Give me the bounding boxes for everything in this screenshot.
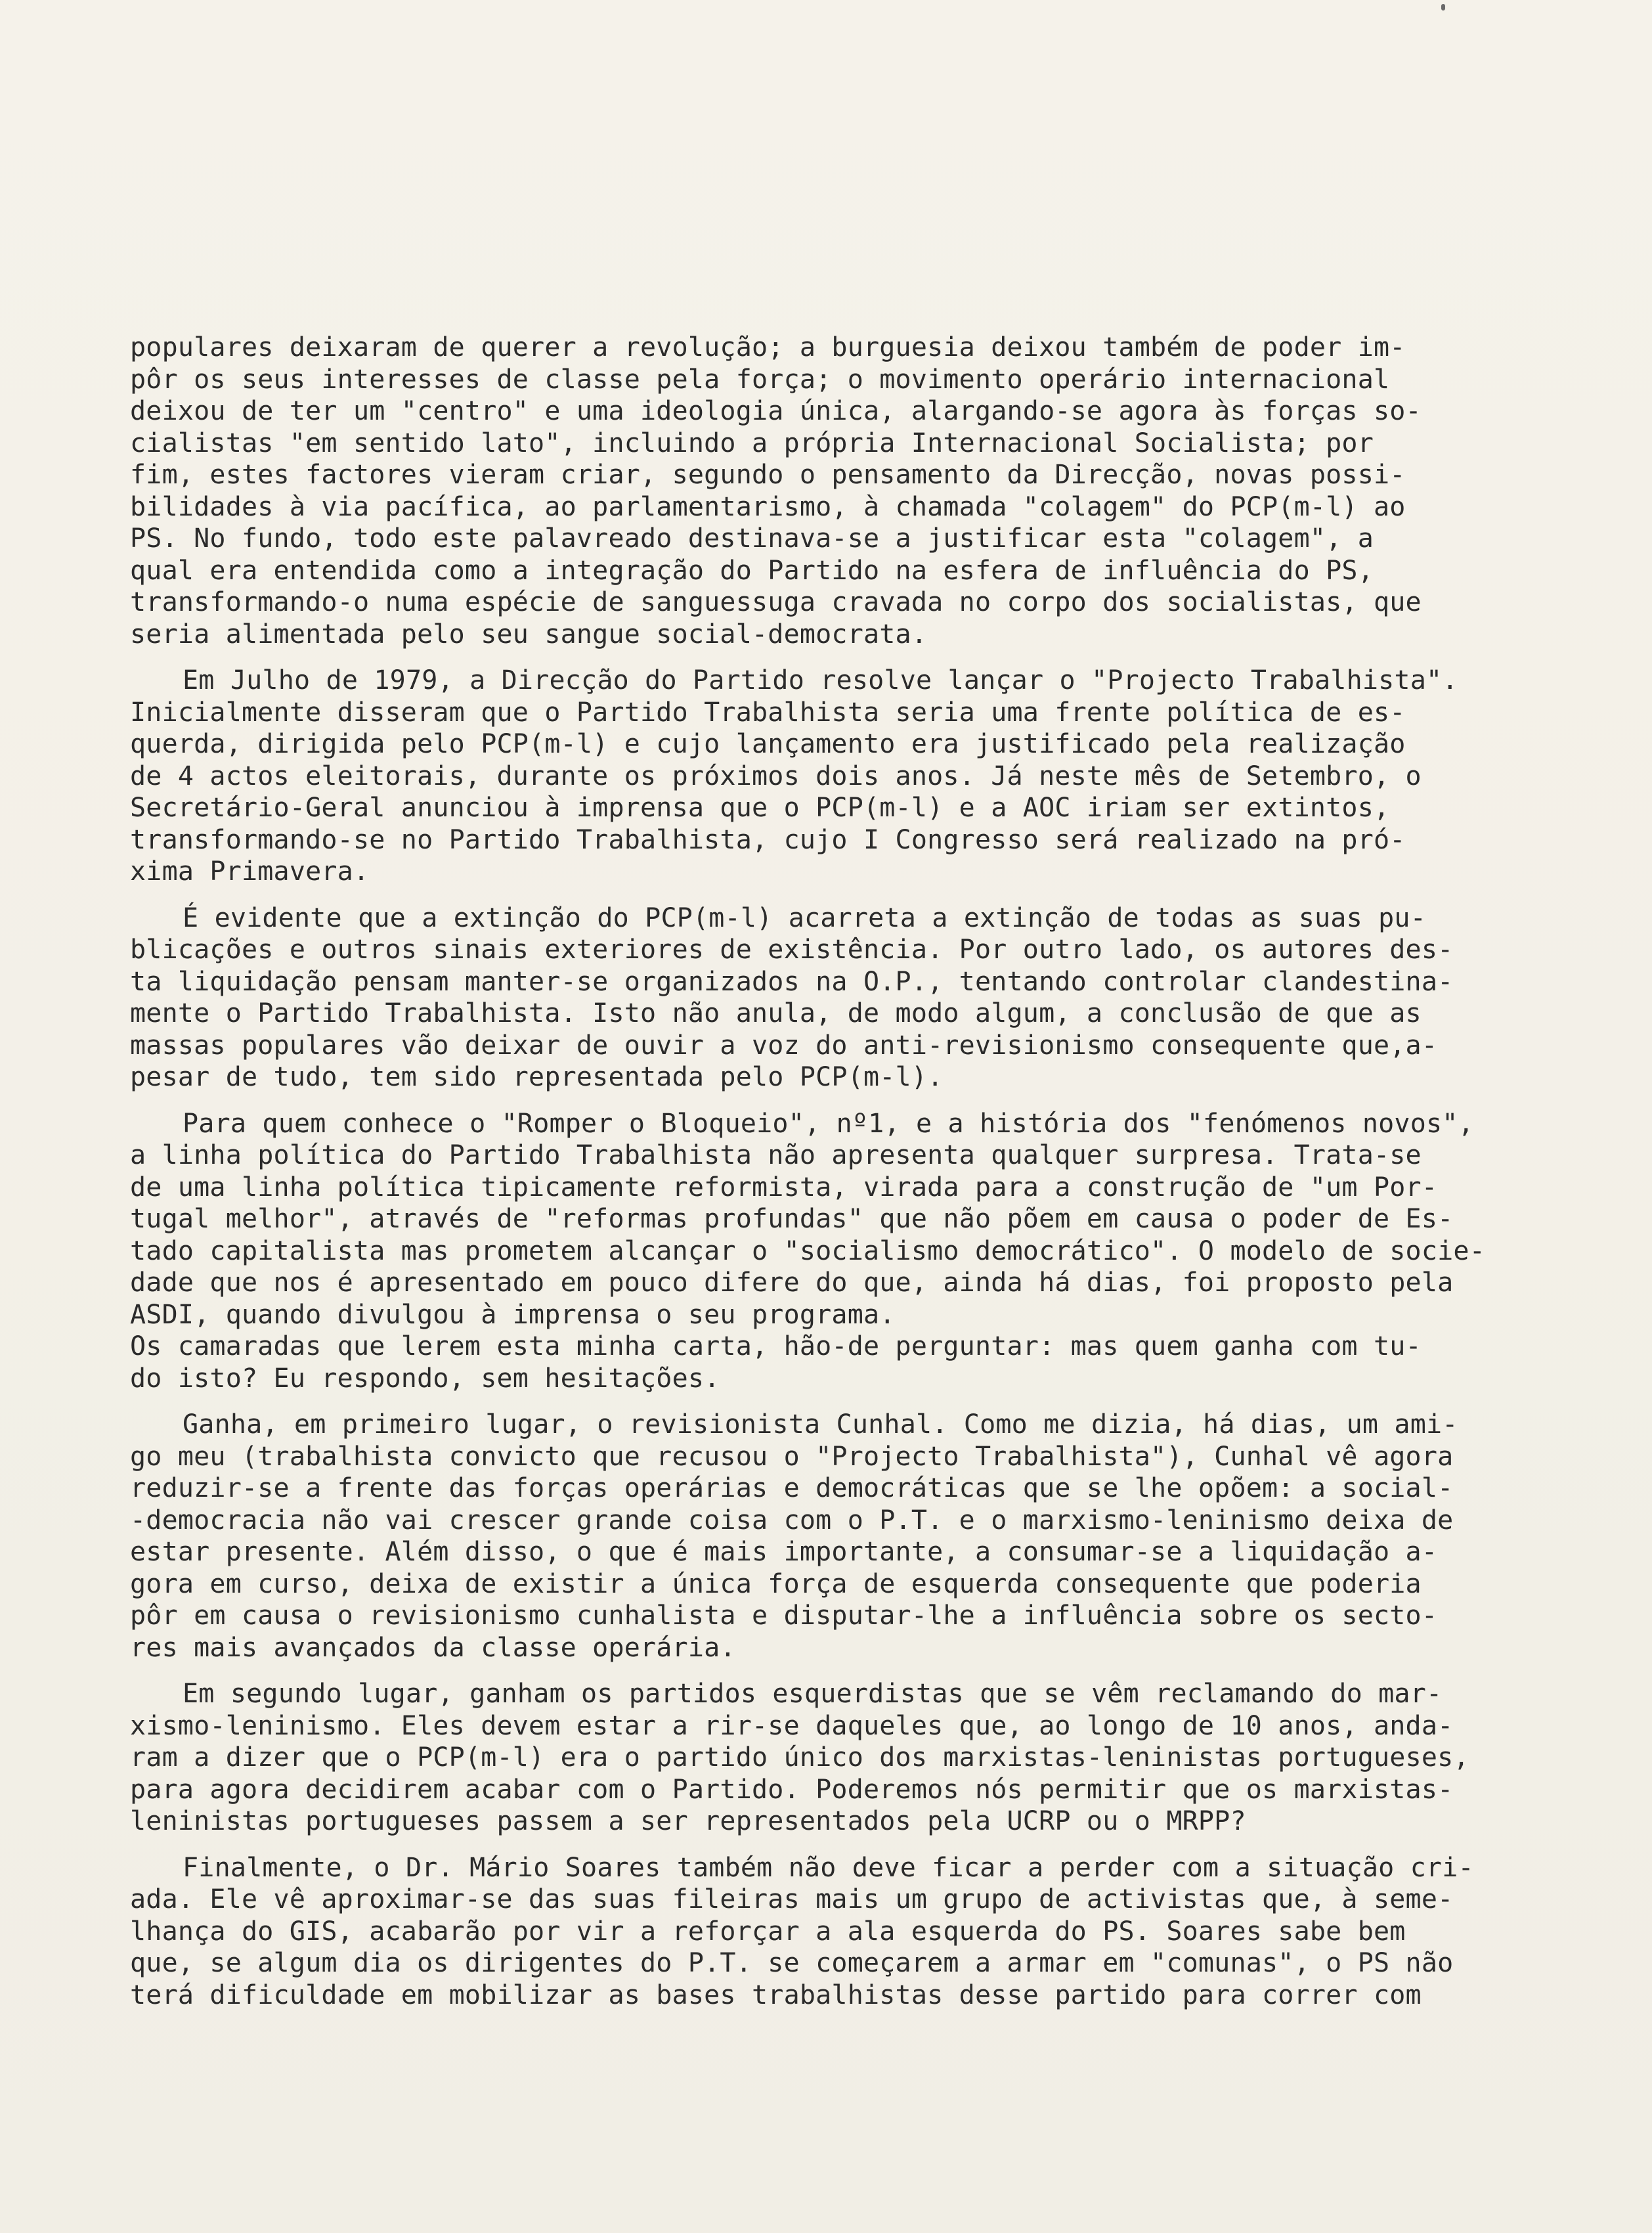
text-line: de 4 actos eleitorais, durante os próximos dois anos. Já neste mês de Setembro, o bbox=[130, 761, 1422, 791]
text-line: xismo-leninismo. Eles devem estar a rir-se daqueles que, ao longo de 10 anos, anda- bbox=[130, 1710, 1454, 1741]
text-line: Secretário-Geral anunciou à imprensa que o PCP(m-l) e a AOC iriam ser extintos, bbox=[130, 793, 1390, 823]
text-line: cialistas "em sentido lato", incluindo a própria Internacional Socialista; por bbox=[130, 428, 1374, 458]
document-body bbox=[130, 332, 1575, 2025]
text-line: Os camaradas que lerem esta minha carta, hão-de perguntar: mas quem ganha com tu- bbox=[130, 1331, 1422, 1361]
text-line: para agora decidirem acabar com o Partido. Poderemos nós permitir que os marxistas- bbox=[130, 1774, 1454, 1805]
paragraph-7 bbox=[130, 1852, 1575, 2012]
text-line: ASDI, quando divulgou à imprensa o seu programa. bbox=[130, 1299, 896, 1330]
text-line: gora em curso, deixa de existir a única força de esquerda consequente que poderia bbox=[130, 1568, 1422, 1599]
text-line: massas populares vão deixar de ouvir a voz do anti-revisionismo consequente que,a- bbox=[130, 1030, 1438, 1061]
text-line: xima Primavera. bbox=[130, 856, 370, 887]
text-line: PS. No fundo, todo este palavreado destinava-se a justificar esta "colagem", a bbox=[130, 523, 1374, 554]
paragraph-3 bbox=[130, 902, 1575, 1094]
text-line: blicações e outros sinais exteriores de existência. Por outro lado, os autores des- bbox=[130, 935, 1454, 965]
text-line: Finalmente, o Dr. Mário Soares também não deve ficar a perder com a situação cri- bbox=[183, 1852, 1474, 1883]
text-line: ta liquidação pensam manter-se organizados na O.P., tentando controlar clandestina- bbox=[130, 966, 1454, 997]
ink-mark bbox=[1441, 4, 1445, 11]
text-line: deixou de ter um "centro" e uma ideologia única, alargando-se agora às forças so- bbox=[130, 396, 1422, 426]
paragraph-6 bbox=[130, 1678, 1575, 1838]
text-line: pôr em causa o revisionismo cunhalista e disputar-lhe a influência sobre os secto- bbox=[130, 1601, 1438, 1631]
text-line: lhança do GIS, acabarão por vir a reforçar a ala esquerda do PS. Soares sabe bem bbox=[130, 1916, 1406, 1947]
text-line: Para quem conhece o "Romper o Bloqueio", nº1, e a história dos "fenómenos novos", bbox=[183, 1108, 1474, 1139]
text-line: go meu (trabalhista convicto que recusou o "Projecto Trabalhista"), Cunhal vê agora bbox=[130, 1441, 1454, 1472]
text-line: do isto? Eu respondo, sem hesitações. bbox=[130, 1363, 720, 1394]
text-line: pesar de tudo, tem sido representada pelo PCP(m-l). bbox=[130, 1062, 944, 1092]
paragraph-2 bbox=[130, 665, 1575, 888]
paragraph-4 bbox=[130, 1108, 1575, 1395]
text-line: transformando-se no Partido Trabalhista, cujo I Congresso será realizado na pró- bbox=[130, 824, 1406, 855]
text-line: que, se algum dia os dirigentes do P.T. se começarem a armar em "comunas", o PS não bbox=[130, 1948, 1454, 1978]
text-line: fim, estes factores vieram criar, segundo o pensamento da Direcção, novas possi- bbox=[130, 460, 1406, 490]
text-line: res mais avançados da classe operária. bbox=[130, 1632, 736, 1663]
text-line: qual era entendida como a integração do Partido na esfera de influência do PS, bbox=[130, 555, 1374, 586]
text-line: -democracia não vai crescer grande coisa com o P.T. e o marxismo-leninismo deixa de bbox=[130, 1505, 1454, 1536]
text-line: seria alimentada pelo seu sangue social-democrata. bbox=[130, 619, 928, 650]
text-line: ram a dizer que o PCP(m-l) era o partido único dos marxistas-leninistas portugueses, bbox=[130, 1742, 1469, 1773]
text-line: querda, dirigida pelo PCP(m-l) e cujo lançamento era justificado pela realização bbox=[130, 729, 1406, 759]
text-line: mente o Partido Trabalhista. Isto não anula, de modo algum, a conclusão de que as bbox=[130, 998, 1422, 1028]
text-line: estar presente. Além disso, o que é mais importante, a consumar-se a liquidação a- bbox=[130, 1537, 1438, 1567]
text-line: dade que nos é apresentado em pouco difere do que, ainda há dias, foi proposto pela bbox=[130, 1268, 1454, 1298]
text-line: Inicialmente disseram que o Partido Trabalhista seria uma frente política de es- bbox=[130, 697, 1406, 728]
text-line: populares deixaram de querer a revolução; a burguesia deixou também de poder im- bbox=[130, 332, 1406, 363]
text-line: ada. Ele vê aproximar-se das suas fileiras mais um grupo de activistas que, à seme- bbox=[130, 1884, 1454, 1914]
text-line: leninistas portugueses passem a ser representados pela UCRP ou o MRPP? bbox=[130, 1806, 1246, 1836]
text-line: Em Julho de 1979, a Direcção do Partido resolve lançar o "Projecto Trabalhista". bbox=[183, 665, 1458, 696]
text-line: É evidente que a extinção do PCP(m-l) acarreta a extinção de todas as suas pu- bbox=[183, 902, 1426, 933]
text-line: a linha política do Partido Trabalhista não apresenta qualquer surpresa. Trata-se bbox=[130, 1140, 1422, 1170]
text-line: de uma linha política tipicamente reformista, virada para a construção de "um Por- bbox=[130, 1172, 1438, 1203]
text-line: Ganha, em primeiro lugar, o revisionista Cunhal. Como me dizia, há dias, um ami- bbox=[183, 1409, 1458, 1440]
paragraph-5 bbox=[130, 1409, 1575, 1664]
text-line: reduzir-se a frente das forças operárias e democráticas que se lhe opõem: a social- bbox=[130, 1473, 1454, 1503]
text-line: pôr os seus interesses de classe pela força; o movimento operário internacional bbox=[130, 364, 1390, 395]
text-line: Em segundo lugar, ganham os partidos esquerdistas que se vêm reclamando do mar- bbox=[183, 1679, 1443, 1709]
paragraph-1 bbox=[130, 332, 1575, 650]
text-line: terá dificuldade em mobilizar as bases trabalhistas desse partido para correr com bbox=[130, 1979, 1422, 2010]
text-line: tado capitalista mas prometem alcançar o "socialismo democrático". O modelo de socie- bbox=[130, 1235, 1485, 1266]
text-line: bilidades à via pacífica, ao parlamentarismo, à chamada "colagem" do PCP(m-l) ao bbox=[130, 491, 1406, 522]
text-line: tugal melhor", através de "reformas profundas" que não põem em causa o poder de Es- bbox=[130, 1204, 1454, 1234]
text-line: transformando-o numa espécie de sanguessuga cravada no corpo dos socialistas, que bbox=[130, 587, 1422, 617]
